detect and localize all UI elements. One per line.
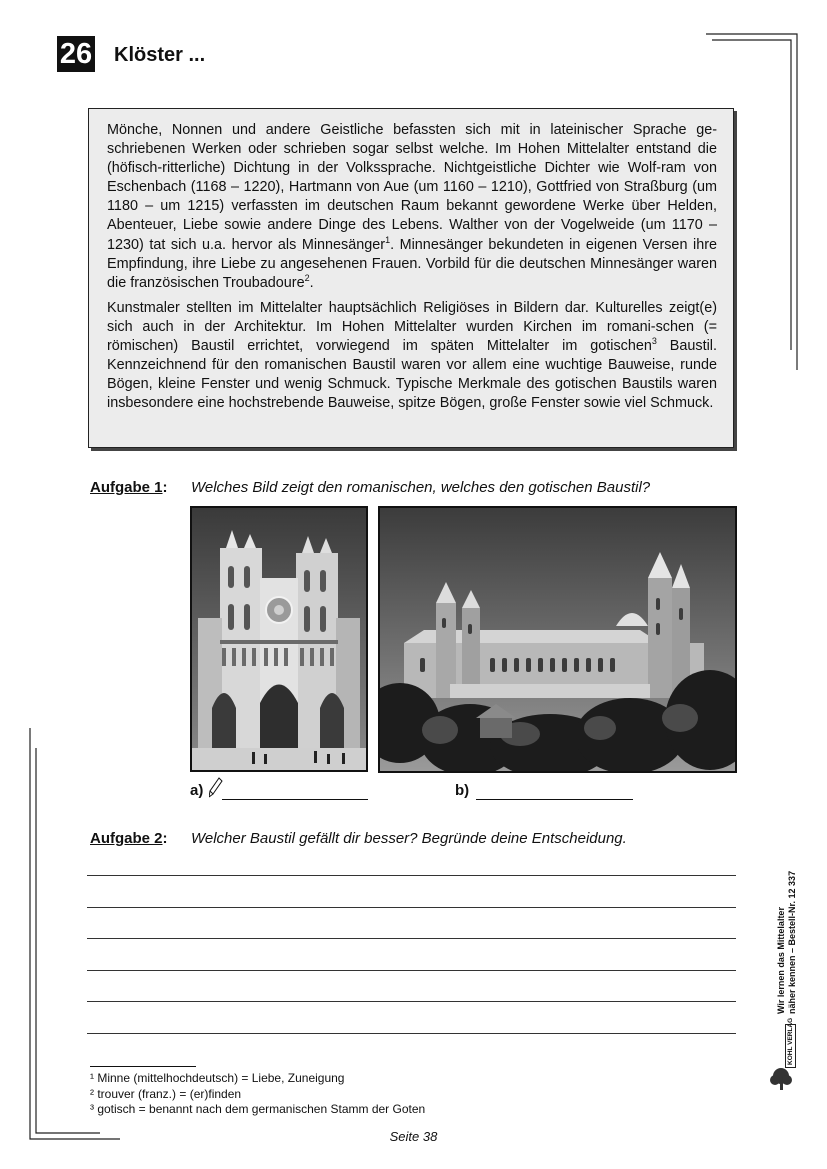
tree-logo-icon (768, 1066, 794, 1092)
writing-line-6[interactable] (87, 1033, 736, 1034)
answer-a-label: a) (190, 782, 204, 799)
info-paragraph-1: Mönche, Nonnen und andere Geistliche befassten sich mit in lateinischer Sprache ge-schriebenen Werken oder schrieben sogar selbst welche. Im Hohen Mittelalter entstand die (höfisch-ritterliche) Dichtung in der Volkssprache. Nichtgeistliche Dichter wie Wolf-ram von Eschenbach (1168 – 1220), Hartmann von Aue (um 1160 – 1210), Gottfried von Straßburg (um 1180 – um 1215) verfassten im deutschen Raum bekannt gewordene Werke über Helden, Abenteuer, Liebe sowie andere Dinge des Lebens. Walther von der Vogelweide (um 1170 – 1230) tat sich u.a. hervor als Minnesänger$^1$. Minnesänger bekundeten in eigenen Versen ihre Empfindung, ihre Liebe zu angesehenen Frauen. Vorbild für die deutschen Minnesänger waren die französischen Troubadoure$^2$. (107, 122, 717, 291)
task-1-heading: Aufgabe 1: (90, 479, 168, 496)
page-number: Seite 38 (389, 1129, 438, 1144)
page-title: Klöster ... (114, 44, 206, 66)
writing-line-3[interactable] (87, 938, 736, 939)
writing-line-2[interactable] (87, 907, 736, 908)
info-paragraph-2: Kunstmaler stellten im Mittelalter hauptsächlich Religiöses in Bildern dar. Kulturelles zeigt(e) sich auch in der Architektur. Im Hohen Mittelalter wurden Kirchen im romani-schen (= römischen) Baustil errichtet, vorwiegend im späten Mittelalter im gotischen$^3$ Baustil. Kennzeichnend für den romanischen Baustil waren vor allem eine wuchtige Bauweise, runde Bögen, kleine Fenster und wenig Schmuck. Typische Merkmale des gotischen Baustils waren insbesondere eine hochstrebende Bauweise, spitze Bögen, große Fenster sowie viel Schmuck. (107, 299, 717, 412)
writing-line-4[interactable] (87, 970, 736, 971)
writing-line-5[interactable] (87, 1001, 736, 1002)
task-1-label: Aufgabe 1 (90, 479, 163, 496)
footnote-divider (90, 1066, 196, 1067)
writing-line-1[interactable] (87, 875, 736, 876)
task-2-heading: Aufgabe 2: (90, 830, 168, 847)
task-2-label: Aufgabe 2 (90, 830, 163, 847)
photo-romanesque-cathedral (378, 506, 737, 773)
side-series-title: Wir lernen das Mittelalter näher kennen – Bestell-Nr. 12 337 (776, 870, 797, 1014)
pencil-icon (209, 777, 223, 799)
info-text-box (88, 108, 734, 448)
task-2-question: Welcher Baustil gefällt dir besser? Begründe deine Entscheidung. (191, 830, 627, 847)
answer-a-line[interactable] (222, 799, 368, 800)
footnote-2: ² trouver (franz.) = (er)finden (90, 1087, 242, 1101)
gothic-cathedral-image (192, 508, 366, 770)
publisher-logo: KOHL VERLAG (785, 1024, 796, 1068)
answer-b-line[interactable] (476, 799, 633, 800)
photo-gothic-cathedral (190, 506, 368, 772)
footnote-1: ¹ Minne (mittelhochdeutsch) = Liebe, Zuneigung (90, 1071, 345, 1085)
answer-b-label: b) (455, 782, 470, 799)
romanesque-cathedral-image (380, 508, 735, 771)
footnote-3: ³ gotisch = benannt nach dem germanischen Stamm der Goten (90, 1102, 426, 1116)
task-1-question: Welches Bild zeigt den romanischen, welches den gotischen Baustil? (191, 479, 651, 496)
worksheet-number: 26 (57, 36, 95, 72)
